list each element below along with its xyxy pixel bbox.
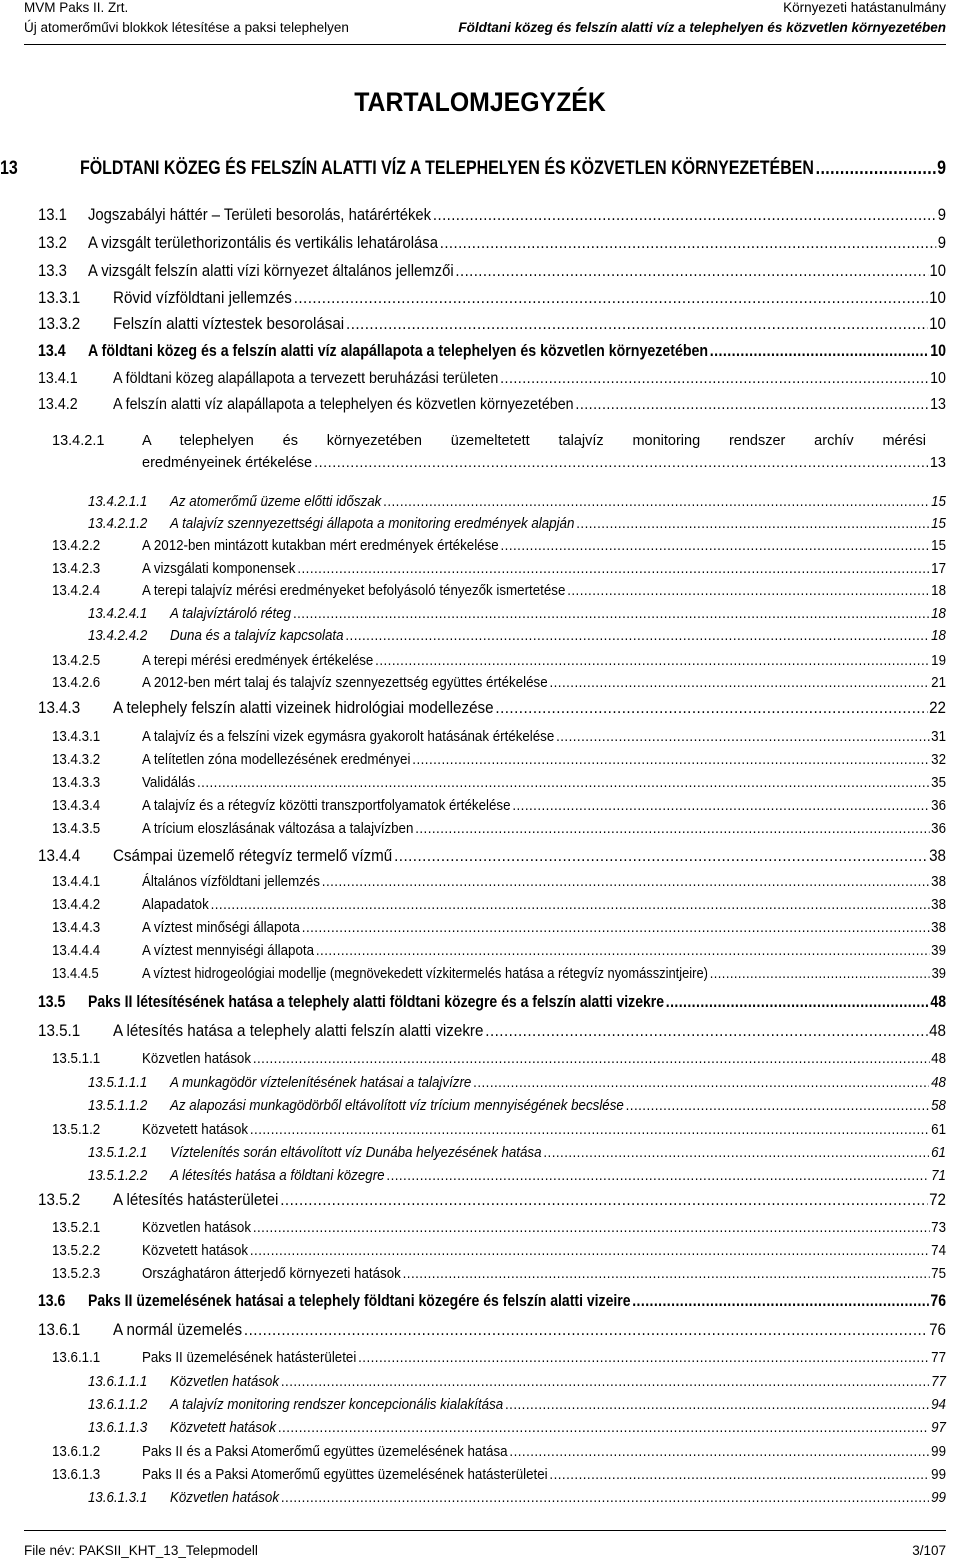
toc-entry-number: 13.5.2.3 (52, 1266, 101, 1282)
toc-dot-leader (386, 1168, 929, 1184)
page-footer (24, 1530, 946, 1558)
toc-dot-leader (278, 1420, 929, 1436)
toc-entry-title: A vizsgált felszín alatti vízi környezet általános jellemzői (87, 262, 454, 280)
toc-entry-page: 58 (931, 1098, 946, 1114)
toc-entry[interactable] (52, 912, 946, 936)
header-chapter: Földtani közeg és felszín alatti víz a telephelyen és közvetlen környezetében (458, 20, 946, 35)
toc-entry-title: A létesítés hatása a telephely alatti felszín alatti vizekre (112, 1022, 484, 1040)
toc-entry[interactable] (38, 390, 946, 414)
toc-entry[interactable] (52, 530, 946, 554)
toc-entry[interactable] (38, 257, 946, 281)
toc-entry-number: 13.4.4.2 (52, 897, 101, 913)
toc-entry[interactable] (88, 1137, 946, 1161)
toc-entry[interactable] (52, 1114, 946, 1138)
toc-entry-title: Közvetett hatások (141, 1243, 249, 1259)
toc-entry-title: A víztest minőségi állapota (141, 920, 300, 936)
toc-entry-page: 10 (930, 370, 946, 387)
toc-entry-page: 15 (931, 516, 946, 532)
toc-entry[interactable] (88, 486, 946, 510)
toc-entry-title: Közvetlen hatások (169, 1374, 280, 1390)
toc-entry-number: 13.5.1.2 (52, 1122, 101, 1138)
toc-dot-leader (440, 234, 936, 253)
toc-dot-leader (816, 158, 936, 180)
toc-entry-number: 13.4.4.4 (52, 943, 101, 959)
toc-dot-leader (549, 1467, 929, 1483)
toc-entry-number: 13.6.1.3 (52, 1467, 101, 1483)
toc-entry-page: 17 (931, 561, 946, 577)
toc-dot-leader (302, 920, 930, 936)
toc-entry-title: A telephely felszín alatti vizeinek hidrológiai modellezése (112, 699, 494, 717)
toc-entry-page: 77 (931, 1350, 946, 1366)
toc-entry[interactable] (52, 1043, 946, 1067)
toc-entry[interactable] (52, 667, 946, 691)
toc-dot-leader (710, 342, 929, 361)
toc-entry-number: 13.4.2 (38, 396, 78, 413)
toc-entry-number: 13.4 (38, 342, 66, 360)
toc-dot-leader (394, 847, 927, 866)
toc-entry[interactable] (88, 1366, 946, 1390)
toc-entry[interactable] (52, 744, 946, 768)
toc-entry-title: A létesítés hatásterületei (112, 1191, 279, 1209)
toc-dot-leader (632, 1292, 928, 1311)
toc-dot-leader (567, 583, 929, 599)
toc-dot-leader (250, 1122, 929, 1138)
toc-entry-page: 75 (931, 1266, 946, 1282)
toc-entry-page: 9 (937, 158, 946, 179)
toc-entry-number: 13.4.3.3 (52, 775, 101, 791)
toc-dot-leader (433, 206, 936, 225)
toc-entry-page: 97 (931, 1420, 946, 1436)
toc-entry-title: Paks II és a Paksi Atomerőmű együttes üzemelésének hatása (141, 1444, 508, 1460)
toc-entry-page: 77 (931, 1374, 946, 1390)
toc-dot-leader (626, 1098, 930, 1114)
toc-entry[interactable] (38, 988, 946, 1012)
toc-dot-leader (512, 798, 929, 814)
toc-entry-title: A munkagödör víztelenítésének hatásai a talajvízre (169, 1075, 472, 1091)
toc-entry-number: 13.4.2.6 (52, 675, 101, 691)
toc-entry[interactable] (52, 1258, 946, 1282)
toc-entry[interactable] (88, 1482, 946, 1506)
toc-entry-page: 10 (929, 315, 946, 333)
toc-entry-title: Paks II üzemelésének hatásterületei (141, 1350, 357, 1366)
toc-entry-title: Országhatáron átterjedő környezeti hatások (141, 1266, 401, 1282)
toc-dot-leader (455, 262, 927, 281)
toc-entry-title: Csámpai üzemelő rétegvíz termelő vízmű (112, 847, 393, 865)
toc-dot-leader (501, 538, 930, 554)
toc-entry-page: 15 (931, 538, 946, 554)
toc-entry[interactable] (0, 156, 946, 180)
toc-entry[interactable] (38, 842, 946, 866)
toc-dot-leader (345, 628, 929, 644)
toc-dot-leader (485, 1022, 927, 1041)
toc-entry-page: 99 (931, 1490, 946, 1506)
toc-entry-page: 72 (929, 1191, 946, 1209)
toc-entry[interactable] (38, 694, 946, 718)
toc-entry-title: Validálás (141, 775, 196, 791)
toc-entry-page: 38 (931, 920, 946, 936)
toc-entry[interactable] (88, 508, 946, 532)
toc-entry-number: 13.4.3.1 (52, 729, 101, 745)
toc-dot-leader (346, 315, 927, 334)
toc-entry[interactable] (88, 1090, 946, 1114)
toc-entry-page: 21 (931, 675, 946, 691)
toc-entry-page: 32 (931, 752, 946, 768)
toc-entry[interactable] (38, 1017, 946, 1041)
toc-entry-title: A telephelyen és környezetében üzemeltetett talajvíz monitoring rendszer archív mérési (142, 433, 926, 449)
toc-entry-page: 15 (931, 494, 946, 510)
toc-entry-number: 13.5.2.2 (52, 1243, 101, 1259)
toc-entry-page: 18 (931, 583, 946, 599)
header-project: Új atomerőművi blokkok létesítése a paksi telephelyen (24, 20, 349, 35)
toc-entry[interactable] (88, 1389, 946, 1413)
toc-entry-title: A létesítés hatása a földtani közegre (169, 1168, 385, 1184)
toc-entry[interactable] (52, 721, 946, 745)
toc-entry-number: 13.5 (38, 993, 66, 1011)
toc-entry-title: FÖLDTANI KÖZEG ÉS FELSZÍN ALATTI VÍZ A TELEPHELYEN ÉS KÖZVETLEN KÖRNYEZETÉBEN (79, 158, 814, 179)
toc-entry-page: 94 (931, 1397, 946, 1413)
toc-entry[interactable] (52, 790, 946, 814)
toc-entry-title: Általános vízföldtani jellemzés (141, 874, 320, 890)
toc-entry[interactable] (52, 433, 946, 477)
toc-entry-number: 13.6 (38, 1292, 66, 1310)
toc-dot-leader (281, 1374, 929, 1390)
toc-entry-title: Rövid vízföldtani jellemzés (112, 289, 292, 307)
toc-entry[interactable] (38, 1186, 946, 1210)
toc-dot-leader (403, 1266, 930, 1282)
toc-entry-page: 13 (930, 396, 946, 413)
toc-entry-number: 13.3.1 (38, 289, 81, 307)
toc-entry-number: 13.4.2.5 (52, 653, 101, 669)
toc-entry-number: 13.4.3.2 (52, 752, 101, 768)
toc-entry-page: 71 (931, 1168, 946, 1184)
toc-entry-number: 13.4.4.3 (52, 920, 101, 936)
toc-entry-title: A vizsgálati komponensek (141, 561, 296, 577)
toc-entry-page: 39 (931, 966, 946, 982)
toc-entry[interactable] (38, 201, 946, 225)
toc-dot-leader (294, 289, 928, 308)
toc-entry[interactable] (52, 935, 946, 959)
toc-entry[interactable] (88, 1160, 946, 1184)
toc-entry[interactable] (38, 1287, 946, 1311)
toc-dot-leader (253, 1051, 929, 1067)
toc-entry-number: 13.6.1 (38, 1321, 81, 1339)
toc-entry-page: 9 (937, 206, 946, 224)
toc-entry-number: 13.4.3 (38, 699, 81, 717)
toc-entry-title: A talajvíz monitoring rendszer koncepcionális kialakítása (169, 1397, 504, 1413)
toc-entry-title: A víztest hidrogeológiai modellje (megnövekedett vízkitermelés hatása a rétegvíz nyomásszintjeire) (141, 966, 708, 982)
toc-entry-page: 38 (929, 847, 946, 865)
toc-entry-number: 13.6.1.1.3 (88, 1420, 148, 1436)
footer-page-info: 3/107 (912, 1543, 946, 1558)
toc-entry-number: 13.6.1.1 (52, 1350, 101, 1366)
toc-entry-page: 48 (931, 1051, 946, 1067)
toc-entry-page: 61 (931, 1145, 946, 1161)
toc-dot-leader (253, 1220, 929, 1236)
toc-entry-title: Közvetett hatások (169, 1420, 277, 1436)
toc-entry-title: A földtani közeg alapállapota a tervezett beruházási területen (112, 370, 499, 387)
toc-dot-leader (197, 775, 929, 791)
toc-entry-page: 13 (929, 455, 946, 471)
toc-entry-page: 18 (931, 606, 946, 622)
toc-entry[interactable] (52, 1342, 946, 1366)
toc-entry-number: 13.4.1 (38, 370, 78, 387)
toc-entry-number: 13.4.2.1.2 (88, 516, 148, 532)
toc-entry-number: 13.3 (38, 262, 67, 280)
toc-entry-page: 36 (931, 798, 946, 814)
toc-entry-number: 13.2 (38, 234, 67, 252)
toc-entry-number: 13.5.2 (38, 1191, 81, 1209)
toc-entry-number: 13.4.2.1.1 (88, 494, 148, 510)
toc-dot-leader (575, 396, 928, 414)
toc-entry-number: 13.5.1 (38, 1022, 81, 1040)
toc-entry-page: 19 (931, 653, 946, 669)
toc-entry[interactable] (38, 364, 946, 388)
toc-entry-title: A talajvíztároló réteg (169, 606, 292, 622)
toc-entry[interactable] (38, 1316, 946, 1340)
toc-entry-page: 48 (930, 993, 946, 1011)
toc-entry-page: 10 (930, 342, 946, 360)
toc-dot-leader (211, 897, 930, 913)
toc-entry[interactable] (88, 1412, 946, 1436)
toc-entry-number: 13.4.4.1 (52, 874, 101, 890)
toc-dot-leader (415, 821, 929, 837)
toc-entry[interactable] (52, 1212, 946, 1236)
toc-entry-title: Paks II és a Paksi Atomerőmű együttes üzemelésének hatásterületei (141, 1467, 548, 1483)
toc-entry-number: 13.5.1.2.2 (88, 1168, 148, 1184)
toc-entry-number: 13.4.2.2 (52, 538, 101, 554)
toc-entry-title: Alapadatok (141, 897, 209, 913)
toc-entry-page: 74 (931, 1243, 946, 1259)
toc-entry-page: 36 (931, 821, 946, 837)
toc-entry-title: Az atomerőmű üzeme előtti időszak (169, 494, 382, 510)
toc-dot-leader (710, 966, 930, 982)
toc-dot-leader (412, 752, 929, 768)
toc-entry-number: 13.4.3.4 (52, 798, 101, 814)
toc-entry[interactable] (52, 553, 946, 577)
toc-dot-leader (358, 1350, 929, 1366)
toc-entry-page: 39 (931, 943, 946, 959)
toc-dot-leader (543, 1145, 929, 1161)
toc-dot-leader (509, 1444, 929, 1460)
toc-entry-title: Paks II létesítésének hatása a telephely alatti földtani közegre és a felszín alatti vizekre (87, 993, 665, 1011)
header-doc-type: Környezeti hatástanulmány (783, 0, 946, 15)
toc-entry[interactable] (38, 337, 946, 361)
toc-entry-title: A terepi mérési eredmények értékelése (141, 653, 374, 669)
toc-entry-title: Paks II üzemelésének hatásai a telephely földtani közegére és felszín alatti vizeire (87, 1292, 631, 1310)
toc-entry-title: Közvetlen hatások (141, 1220, 252, 1236)
toc-entry[interactable] (38, 229, 946, 253)
toc-entry-number: 13.4.2.1 (52, 433, 105, 449)
toc-entry-title: Közvetett hatások (141, 1122, 249, 1138)
toc-entry[interactable] (52, 866, 946, 890)
toc-entry-number: 13.5.1.1 (52, 1051, 101, 1067)
toc-entry-page: 73 (931, 1220, 946, 1236)
toc-entry[interactable] (38, 310, 946, 334)
toc-dot-leader (666, 993, 929, 1012)
toc-entry-number: 13 (0, 158, 18, 179)
toc-entry-page: 48 (929, 1022, 946, 1040)
footer-file-name: File név: PAKSII_KHT_13_Telepmodell (24, 1543, 258, 1558)
toc-entry-title: A földtani közeg és a felszín alatti víz alapállapota a telephelyen és közvetlen környezetében (87, 342, 709, 360)
toc-entry-number: 13.4.2.3 (52, 561, 101, 577)
toc-entry-number: 13.6.1.1.2 (88, 1397, 148, 1413)
toc-entry-page: 38 (931, 874, 946, 890)
toc-entry[interactable] (52, 767, 946, 791)
toc-entry-number: 13.4.4 (38, 847, 81, 865)
toc-dot-leader (314, 455, 928, 471)
toc-entry-page: 18 (931, 628, 946, 644)
toc-entry-number: 13.6.1.3.1 (88, 1490, 148, 1506)
toc-entry[interactable] (52, 575, 946, 599)
toc-entry[interactable] (52, 1436, 946, 1460)
toc-entry-title: Víztelenítés során eltávolított víz Dunába helyezésének hatása (169, 1145, 542, 1161)
toc-entry-number: 13.4.2.4 (52, 583, 101, 599)
toc-entry[interactable] (88, 1067, 946, 1091)
toc-entry-title-continued: eredményeinek értékelése (142, 455, 313, 471)
toc-entry-title: A normál üzemelés (112, 1321, 243, 1339)
toc-entry-page: 22 (929, 699, 946, 717)
toc-entry-title: A talajvíz szennyezettségi állapota a monitoring eredmények alapján (169, 516, 575, 532)
toc-entry[interactable] (52, 813, 946, 837)
toc-dot-leader (549, 675, 929, 691)
toc-entry[interactable] (88, 598, 946, 622)
toc-entry-page: 10 (929, 262, 946, 280)
toc-entry-number: 13.5.2.1 (52, 1220, 101, 1236)
toc-entry-page: 38 (931, 897, 946, 913)
toc-entry-title: Duna és a talajvíz kapcsolata (169, 628, 344, 644)
toc-entry-title: Jogszabályi háttér – Területi besorolás, határértékek (87, 206, 432, 224)
toc-entry-number: 13.3.2 (38, 315, 81, 333)
toc-entry-title: A terepi talajvíz mérési eredményeket befolyásoló tényezők ismertetése (141, 583, 566, 599)
toc-dot-leader (250, 1243, 929, 1259)
toc-dot-leader (505, 1397, 929, 1413)
toc-dot-leader (500, 370, 928, 388)
toc-entry-title: A talajvíz és a rétegvíz közötti transzportfolyamatok értékelése (141, 798, 511, 814)
toc-dot-leader (281, 1490, 929, 1506)
toc-dot-leader (495, 699, 927, 718)
toc-entry-number: 13.5.1.2.1 (88, 1145, 148, 1161)
toc-entry-title: Közvetlen hatások (169, 1490, 280, 1506)
toc-dot-leader (280, 1191, 927, 1210)
toc-entry-page: 99 (931, 1467, 946, 1483)
toc-entry[interactable] (88, 620, 946, 644)
toc-entry[interactable] (52, 1459, 946, 1483)
toc-entry-title: A trícium eloszlásának változása a talajvízben (141, 821, 414, 837)
toc-entry-title: A telítetlen zóna modellezésének eredményei (141, 752, 411, 768)
header-company: MVM Paks II. Zrt. (24, 0, 129, 15)
toc-entry-title: Közvetlen hatások (141, 1051, 252, 1067)
toc-entry-number: 13.5.1.1.2 (88, 1098, 148, 1114)
toc-entry-title: A 2012-ben mért talaj és talajvíz szennyezettség együttes értékelése (141, 675, 548, 691)
toc-entry-page: 99 (931, 1444, 946, 1460)
toc-entry-number: 13.4.2.4.1 (88, 606, 148, 622)
toc-dot-leader (322, 874, 930, 890)
toc-entry-page: 10 (929, 289, 946, 307)
toc-entry-title: A talajvíz és a felszíni vizek egymásra gyakorolt hatásának értékelése (141, 729, 555, 745)
page-title: TARTALOMJEGYZÉK (354, 87, 606, 117)
toc-entry-number: 13.6.1.1.1 (88, 1374, 148, 1390)
toc-entry-number: 13.4.2.4.2 (88, 628, 148, 644)
toc-dot-leader (244, 1321, 927, 1340)
toc-entry[interactable] (52, 645, 946, 669)
toc-entry[interactable] (38, 284, 946, 308)
toc-dot-leader (473, 1075, 929, 1091)
toc-entry-title: A 2012-ben mintázott kutakban mért eredmények értékelése (141, 538, 499, 554)
toc-entry-page: 76 (929, 1321, 946, 1339)
toc-entry-title: Felszín alatti víztestek besorolásai (112, 315, 345, 333)
toc-entry-page: 35 (931, 775, 946, 791)
toc-entry-title: A felszín alatti víz alapállapota a telephelyen és közvetlen környezetében (112, 396, 574, 413)
toc-entry-page: 76 (930, 1292, 946, 1310)
toc-entry[interactable] (52, 889, 946, 913)
toc-entry-number: 13.6.1.2 (52, 1444, 101, 1460)
toc-entry-number: 13.4.3.5 (52, 821, 101, 837)
toc-entry-page: 31 (931, 729, 946, 745)
toc-entry-number: 13.5.1.1.1 (88, 1075, 148, 1091)
toc-entry-page: 9 (937, 234, 946, 252)
toc-entry-page: 48 (931, 1075, 946, 1091)
toc-entry[interactable] (52, 1235, 946, 1259)
toc-entry-title: A vizsgált területhorizontális és vertikális lehatárolása (87, 234, 438, 252)
toc-entry-number: 13.1 (38, 206, 67, 224)
toc-entry-title: Az alapozási munkagödörből eltávolított víz trícium mennyiségének becslése (169, 1098, 624, 1114)
toc-entry-title: A víztest mennyiségi állapota (141, 943, 315, 959)
toc-entry[interactable] (52, 958, 946, 982)
toc-dot-leader (556, 729, 929, 745)
toc-dot-leader (316, 943, 929, 959)
toc-entry-number: 13.4.4.5 (52, 966, 99, 982)
toc-entry-page: 61 (931, 1122, 946, 1138)
